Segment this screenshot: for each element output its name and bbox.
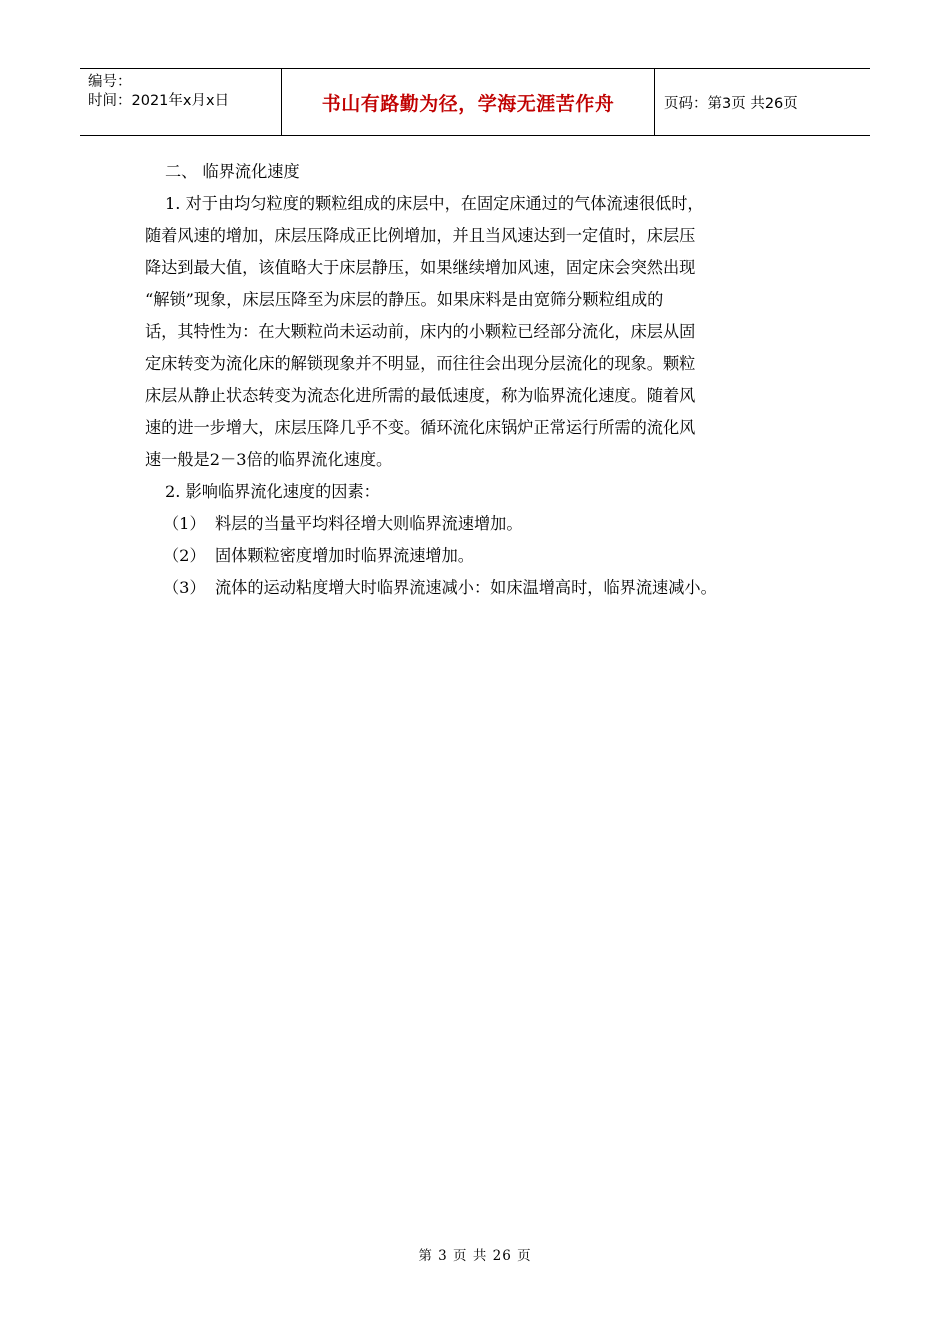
list-item-text: 料层的当量平均料径增大则临界流速增加。 <box>215 514 523 533</box>
paragraph-line: 速一般是2－3倍的临界流化速度。 <box>145 450 393 469</box>
header-page-info: 页码：第3页 共26页 <box>664 95 798 112</box>
list-item-number: （1） <box>163 514 206 533</box>
paragraph-line: 降达到最大值，该值略大于床层静压，如果继续增加风速，固定床会突然出现 <box>145 258 696 277</box>
page-header <box>80 68 870 136</box>
paragraph-line: 速的进一步增大，床层压降几乎不变。循环流化床锅炉正常运行所需的流化风 <box>145 418 696 437</box>
paragraph-2-heading: 2. 影响临界流化速度的因素： <box>165 482 380 501</box>
paragraph-1 <box>145 188 810 476</box>
list-item-text: 流体的运动粘度增大时临界流速减小：如床温增高时，临界流速减小。 <box>215 578 717 597</box>
document-body <box>145 156 810 604</box>
list-item-number: （2） <box>163 546 206 565</box>
list-item <box>145 508 810 540</box>
list-item <box>145 572 810 604</box>
page-footer: 第 3 页 共 26 页 <box>418 1248 532 1264</box>
paragraph-line: “解锁”现象，床层压降至为床层的静压。如果床料是由宽筛分颗粒组成的 <box>145 290 664 309</box>
document-date: 时间：2021年x月x日 <box>88 93 230 109</box>
document-number-label: 编号： <box>88 74 132 90</box>
paragraph-line: 定床转变为流化床的解锁现象并不明显，而往往会出现分层流化的现象。颗粒 <box>145 354 696 373</box>
section-heading: 二、 临界流化速度 <box>165 162 300 181</box>
list-item-number: （3） <box>163 578 206 597</box>
paragraph-line: 床层从静止状态转变为流态化进所需的最低速度，称为临界流化速度。随着风 <box>145 386 696 405</box>
factor-list <box>145 508 810 604</box>
header-motto: 书山有路勤为径，学海无涯苦作舟 <box>281 69 655 135</box>
header-meta <box>80 69 281 135</box>
list-item-text: 固体颗粒密度增加时临界流速增加。 <box>215 546 474 565</box>
list-item <box>145 540 810 572</box>
paragraph-line: 话，其特性为：在大颗粒尚未运动前，床内的小颗粒已经部分流化，床层从固 <box>145 322 696 341</box>
paragraph-line: 1. 对于由均匀粒度的颗粒组成的床层中，在固定床通过的气体流速很低时， <box>165 194 704 213</box>
paragraph-line: 随着风速的增加，床层压降成正比例增加，并且当风速达到一定值时，床层压 <box>145 226 696 245</box>
